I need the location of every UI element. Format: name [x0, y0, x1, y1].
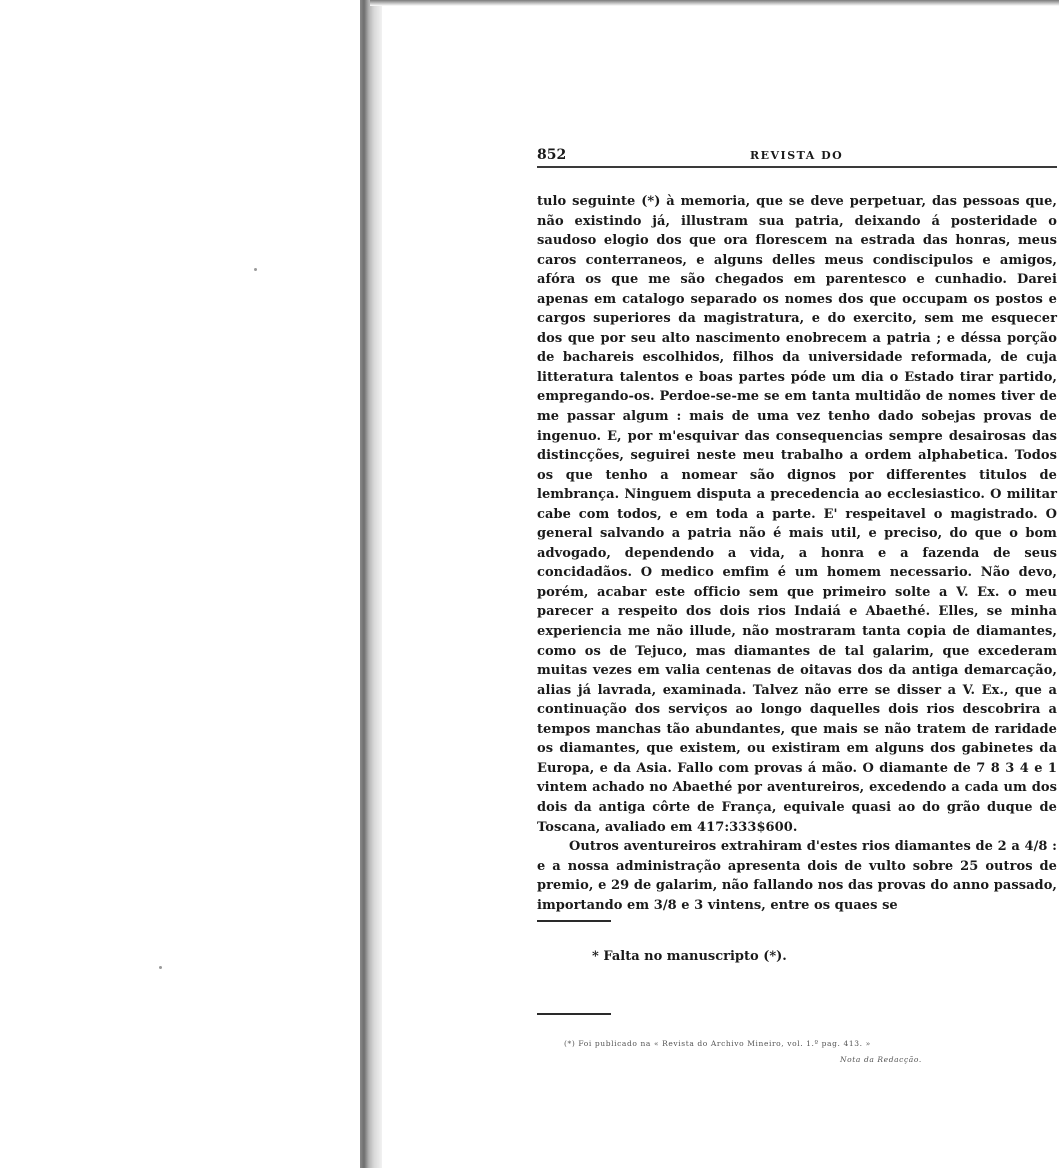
running-head: REVISTA DO	[750, 149, 844, 162]
footnote-separator	[537, 920, 611, 922]
editor-note: (*) Foi publicado na « Revista do Archivo Mineiro, vol. 1.º pag. 413. »	[564, 1039, 871, 1048]
left-blank-margin	[0, 0, 360, 1168]
page-header	[537, 147, 1057, 165]
body-text	[537, 192, 1057, 915]
page-number: 852	[537, 147, 567, 163]
header-rule	[537, 166, 1057, 168]
scanned-page	[382, 6, 1059, 1168]
paragraph-2: Outros aventureiros extrahiram d'estes rios diamantes de 2 a 4/8 : e a nossa administração apresenta dois de vulto sobre 25 outros de premio, e 29 de galarim, não fallando nos das provas do anno passado, importando em 3/8 e 3 vintens, entre os quaes se	[537, 839, 1057, 913]
dust-speck	[159, 966, 162, 969]
paragraph-1: tulo seguinte (*) à memoria, que se deve perpetuar, das pessoas que, não existindo já, illustram sua patria, deixando á posteridade o saudoso elogio dos que ora florescem na estrada das honras, meus caros conterraneos, e alguns delles meus condiscipulos e amigos, afóra os que me são chegados em parentesco e cunhadio. Darei apenas em catalogo separado os nomes dos que occupam os postos e cargos superiores da magistratura, e do exercito, sem me esquecer dos que por seu alto nascimento enobrecem a patria ; e déssa porção de bachareis escolhidos, filhos da universidade reformada, de cuja litteratura talentos e boas partes póde um dia o Estado tirar partido, empregando-os. Perdoe-se-me se em tanta multidão de nomes tiver de me passar algum : mais de uma vez tenho dado sobejas provas de ingenuo. E, por m'esquivar das consequencias sempre desairosas das distincções, seguirei neste meu trabalho a ordem alphabetica. Todos os que tenho a nomear são dignos por differentes titulos de lembrança. Ninguem disputa a precedencia ao ecclesiastico. O militar cabe com todos, e em toda a parte. E' respeitavel o magistrado. O general salvando a patria não é mais util, e preciso, do que o bom advogado, dependendo a vida, a honra e a fazenda de seus concidadãos. O medico emfim é um homem necessario. Não devo, porém, acabar este officio sem que primeiro solte a V. Ex. o meu parecer a respeito dos dois rios Indaiá e Abaethé. Elles, se minha experiencia me não illude, não mostraram tanta copia de diamantes, como os de Tejuco, mas diamantes de tal galarim, que excederam muitas vezes em valia centenas de oitavas dos da antiga demarcação, alias já lavrada, examinada. Talvez não erre se disser a V. Ex., que a continuação dos serviços ao longo daquelles dois rios descobrira a tempos manchas tão abundantes, que mais se não tratem de raridade os diamantes, que existem, ou existiram em alguns dos gabinetes da Europa, e da Asia. Fallo com provas á mão. O diamante de 7 8 3 4 e 1 vintem achado no Abaethé por aventureiros, excedendo a cada um dos dois da antiga côrte de França, equivale quasi ao do grão duque de Toscana, avaliado em 417:333$600.	[537, 194, 1057, 835]
editor-note-signature: Nota da Redacção.	[840, 1055, 922, 1064]
editor-note-separator	[537, 1013, 611, 1015]
footnote: * Falta no manuscripto (*).	[592, 949, 787, 964]
dust-speck	[254, 268, 257, 271]
book-spine-shadow	[360, 0, 382, 1168]
